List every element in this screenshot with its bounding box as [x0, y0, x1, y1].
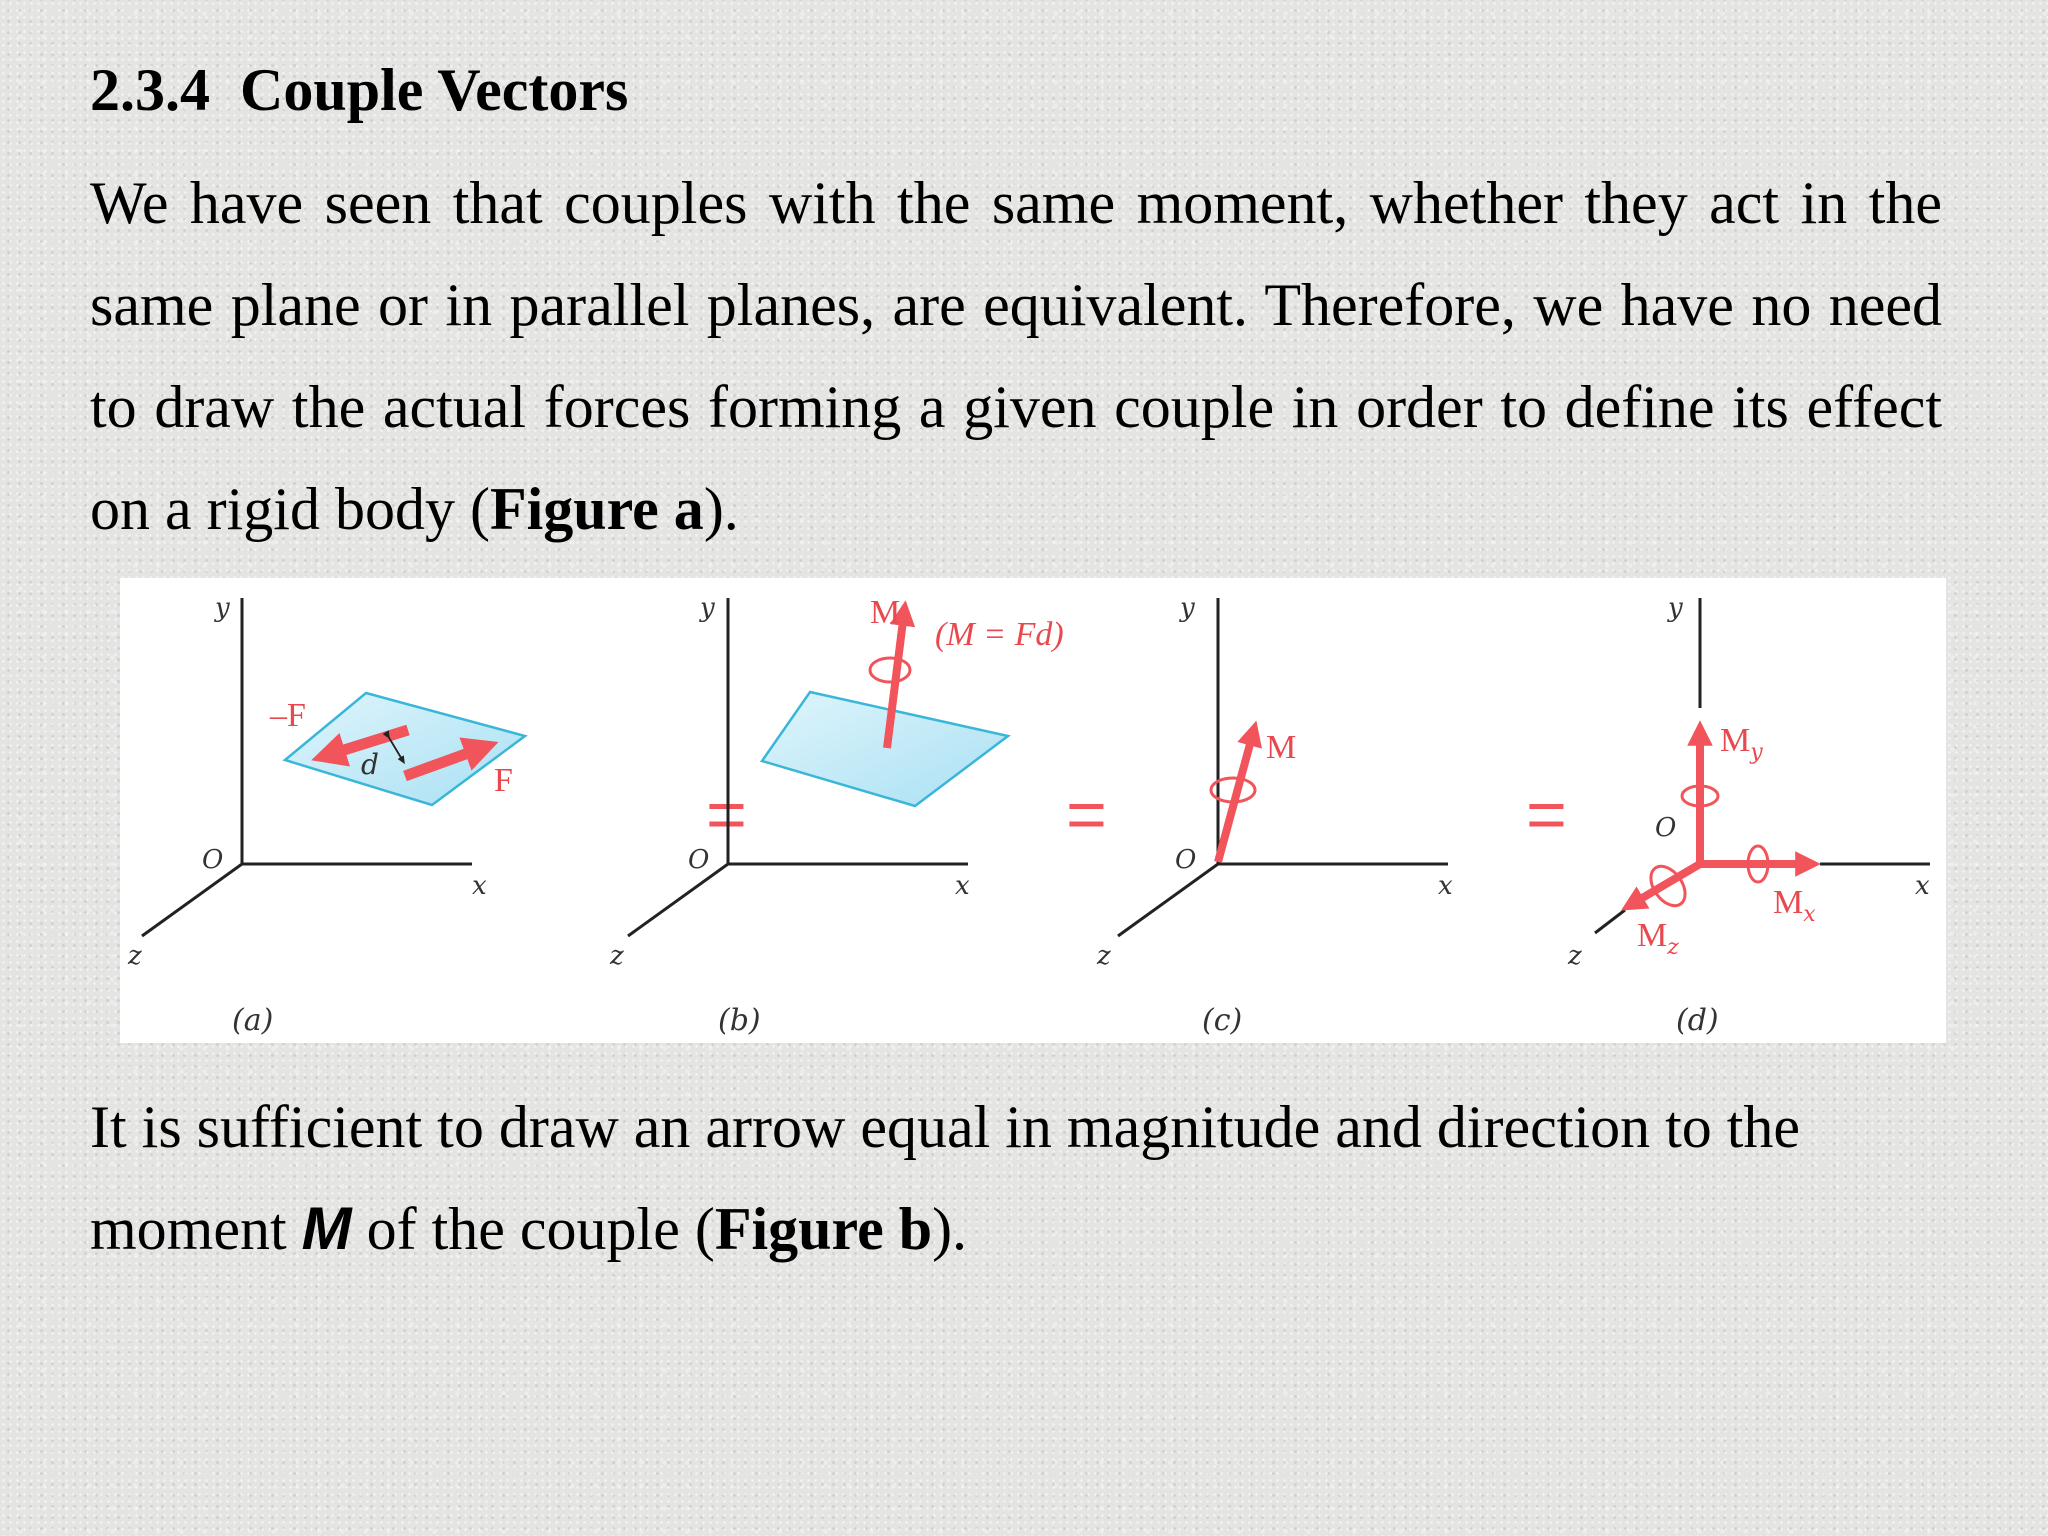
figure-b-reference: Figure b — [714, 1196, 933, 1262]
origin-label-a: O — [202, 845, 224, 875]
figure-a-reference: Figure a — [489, 476, 704, 542]
moment-x-subscript: x — [1803, 902, 1816, 927]
conclusion-close: ). — [932, 1196, 968, 1262]
conclusion-paragraph — [90, 1076, 1942, 1280]
intro-close: ). — [703, 476, 739, 542]
z-axis-label-b: z — [610, 941, 624, 971]
panel-label-d: (d) — [1676, 1003, 1719, 1038]
axes-d — [1595, 598, 1930, 933]
x-axis-label-a: x — [472, 871, 487, 901]
axes-c — [1118, 598, 1448, 936]
origin-label-d: O — [1655, 813, 1677, 843]
conclusion-mid: of the couple ( — [351, 1196, 715, 1262]
z-axis-label-a: z — [128, 941, 142, 971]
moment-label-z — [1637, 917, 1679, 960]
neg-force-label: –F — [270, 697, 306, 734]
moment-x-main: M — [1773, 884, 1804, 921]
moment-label-b: M — [870, 594, 901, 631]
y-axis-label-d: y — [1668, 593, 1683, 623]
origin-label-b: O — [688, 845, 710, 875]
y-axis-label-c: y — [1180, 593, 1195, 623]
moment-symbol: M — [301, 1195, 352, 1262]
couple-vector-figure — [120, 578, 1946, 1043]
rotation-indicator-b — [870, 658, 910, 682]
y-axis-label-a: y — [215, 593, 230, 623]
distance-label: d — [361, 748, 379, 781]
moment-label-c: M — [1266, 729, 1297, 766]
moment-z-main: M — [1637, 917, 1668, 954]
panel-a — [127, 593, 525, 1038]
panel-b — [609, 593, 1064, 1038]
couple-plane-a — [285, 693, 525, 805]
conclusion-text: It is sufficient to draw an arrow equal in magnitude and direction to the moment — [90, 1094, 1801, 1262]
panel-label-c: (c) — [1202, 1003, 1243, 1038]
z-axis-label-d: z — [1568, 941, 1582, 971]
equals-sign-1: = — [706, 775, 747, 853]
equals-sign-3: = — [1526, 775, 1567, 853]
moment-y-main: M — [1720, 722, 1751, 759]
panel-d — [1567, 593, 1930, 1038]
z-axis-label-c: z — [1097, 941, 1111, 971]
section-heading: 2.3.4 Couple Vectors — [90, 57, 629, 123]
panel-label-a: (a) — [232, 1003, 274, 1038]
x-axis-label-b: x — [955, 871, 970, 901]
moment-equation: (M = Fd) — [935, 616, 1064, 653]
x-axis-label-c: x — [1438, 871, 1453, 901]
moment-arrow-z — [1632, 864, 1700, 904]
moment-label-x — [1773, 884, 1816, 927]
x-axis-label-d: x — [1915, 871, 1930, 901]
moment-z-subscript: z — [1667, 935, 1679, 960]
y-axis-label-b: y — [700, 593, 715, 623]
couple-plane-b — [762, 692, 1008, 806]
panel-c — [1096, 593, 1453, 1038]
equals-sign-2: = — [1066, 775, 1107, 853]
origin-label-c: O — [1175, 845, 1197, 875]
panel-label-b: (b) — [718, 1003, 761, 1038]
force-label: F — [494, 762, 513, 799]
intro-text: We have seen that couples with the same moment, whether they act in the same plane or in parallel planes, are equivalent. Therefore, we have no need to draw the actual forces forming a given couple in order to define its effect on a rigid body ( — [90, 170, 1942, 542]
intro-paragraph — [90, 152, 1942, 560]
moment-y-subscript: y — [1750, 740, 1763, 765]
moment-label-y — [1720, 722, 1763, 765]
